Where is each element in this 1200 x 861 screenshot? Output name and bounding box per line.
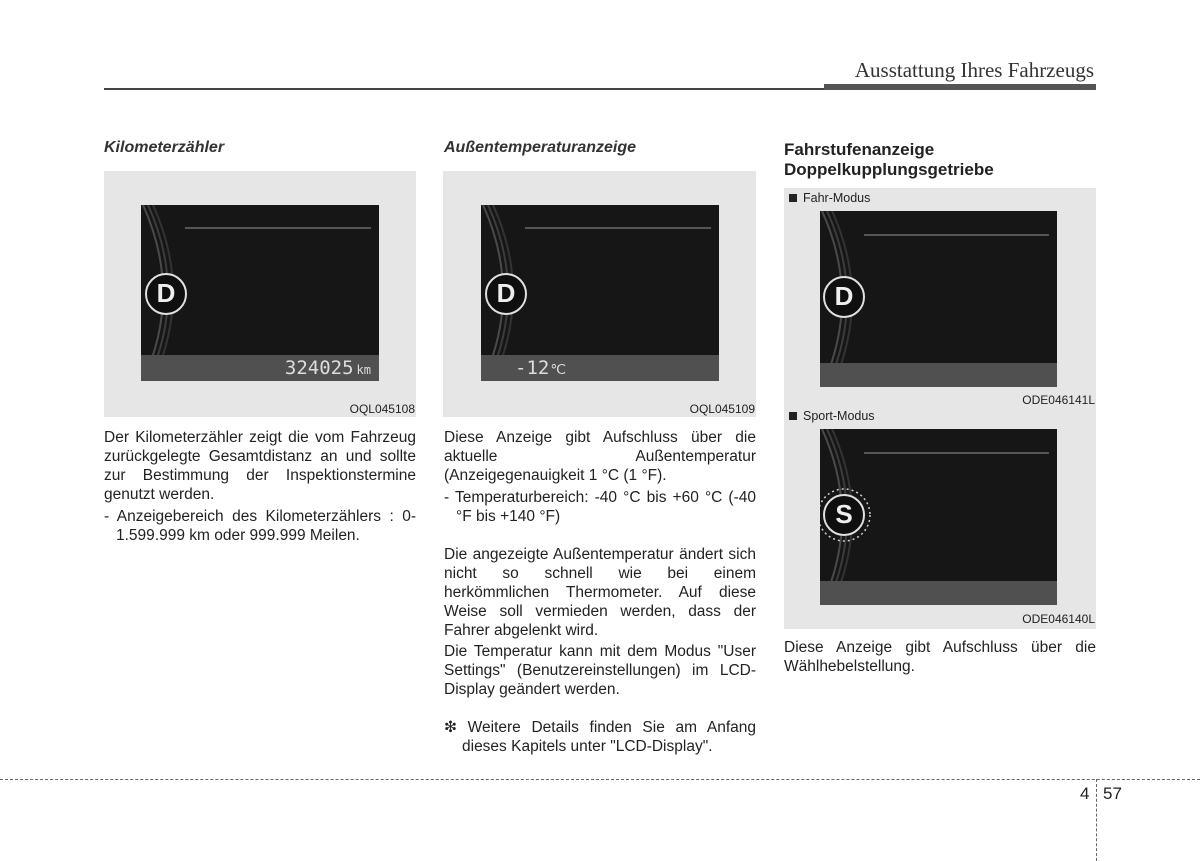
figure-code: OQL045109 bbox=[689, 402, 755, 416]
page-number: 57 bbox=[1103, 784, 1122, 803]
figure-code: ODE046140L bbox=[1022, 612, 1095, 626]
gear-display-text bbox=[784, 638, 1096, 676]
paragraph: Die angezeigte Außentemperatur ändert sich nicht so schnell wie bei einem herkömmlichen Thermometer. Auf diese Weise soll vermieden werden, dass der Fahrer abgelenkt wird. bbox=[444, 546, 756, 639]
gear-indicator bbox=[823, 276, 865, 318]
figure-odometer bbox=[104, 171, 416, 417]
gear-indicator bbox=[145, 273, 187, 315]
running-header-title: Ausstattung Ihres Fahrzeugs bbox=[854, 58, 1094, 82]
section-title-gear-display bbox=[784, 140, 994, 180]
odometer-text bbox=[104, 428, 416, 545]
list-item: - Anzeigebereich des Kilometerzählers : 0-1.599.999 km oder 999.999 Meilen. bbox=[104, 508, 416, 544]
bullet-square-icon bbox=[789, 412, 797, 420]
footer-divider bbox=[1096, 779, 1097, 861]
mode-label bbox=[789, 191, 870, 205]
gear-letter: S bbox=[835, 499, 853, 529]
mode-label-text: Fahr-Modus bbox=[803, 191, 871, 205]
mode-label bbox=[789, 409, 875, 423]
gear-indicator bbox=[823, 494, 865, 536]
paragraph: Die Temperatur kann mit dem Modus "User Settings" (Benutzereinstellungen) im LCD-Display geändert werden. bbox=[444, 643, 756, 698]
temperature-readout bbox=[515, 357, 566, 379]
title-line: Fahrstufenanzeige bbox=[784, 140, 935, 159]
lcd-screen bbox=[820, 429, 1057, 605]
section-title-outside-temperature: Außentemperaturanzeige bbox=[444, 139, 637, 156]
note: ❇ Weitere Details finden Sie am Anfang dieses Kapitels unter "LCD-Display". bbox=[444, 719, 756, 755]
gear-letter: D bbox=[496, 278, 516, 308]
outside-temperature-text bbox=[444, 428, 756, 756]
gear-letter: D bbox=[156, 278, 176, 308]
lcd-screen bbox=[141, 205, 379, 381]
section-title-odometer: Kilometerzähler bbox=[104, 139, 225, 156]
lcd-screen bbox=[481, 205, 719, 381]
paragraph: Der Kilometerzähler zeigt die vom Fahrzeug zurückgelegte Gesamtdistanz an und sollte zur Bestimmung der Inspektionstermine genutzt werden. bbox=[104, 429, 416, 503]
temperature-value: -12 bbox=[515, 357, 550, 379]
odometer-value: 324025 bbox=[284, 357, 354, 379]
chapter-number: 4 bbox=[1080, 784, 1090, 803]
figure-code: ODE046141L bbox=[1022, 393, 1095, 407]
bullet-square-icon bbox=[789, 194, 797, 202]
list-item: - Temperaturbereich: -40 °C bis +60 °C (-40 °F bis +140 °F) bbox=[444, 489, 756, 525]
gear-letter: D bbox=[834, 281, 854, 311]
paragraph: Diese Anzeige gibt Aufschluss über die aktuelle Außentemperatur (Anzeigegenauigkeit 1 °C (1 °F). bbox=[444, 429, 756, 484]
footer-rule bbox=[0, 779, 1200, 780]
lcd-screen bbox=[820, 211, 1057, 387]
figure-drive-mode bbox=[784, 188, 1096, 410]
title-line: Doppelkupplungsgetriebe bbox=[784, 160, 994, 179]
mode-label-text: Sport-Modus bbox=[803, 409, 875, 423]
header-rule-accent bbox=[824, 84, 1096, 90]
paragraph: Diese Anzeige gibt Aufschluss über die Wählhebelstellung. bbox=[784, 639, 1096, 675]
gear-indicator bbox=[485, 273, 527, 315]
odometer-unit: km bbox=[356, 363, 371, 377]
figure-outside-temperature bbox=[443, 171, 756, 417]
temperature-unit: ℃ bbox=[550, 362, 567, 378]
figure-code: OQL045108 bbox=[349, 402, 415, 416]
odometer-readout bbox=[285, 357, 371, 379]
figure-sport-mode bbox=[784, 407, 1096, 629]
